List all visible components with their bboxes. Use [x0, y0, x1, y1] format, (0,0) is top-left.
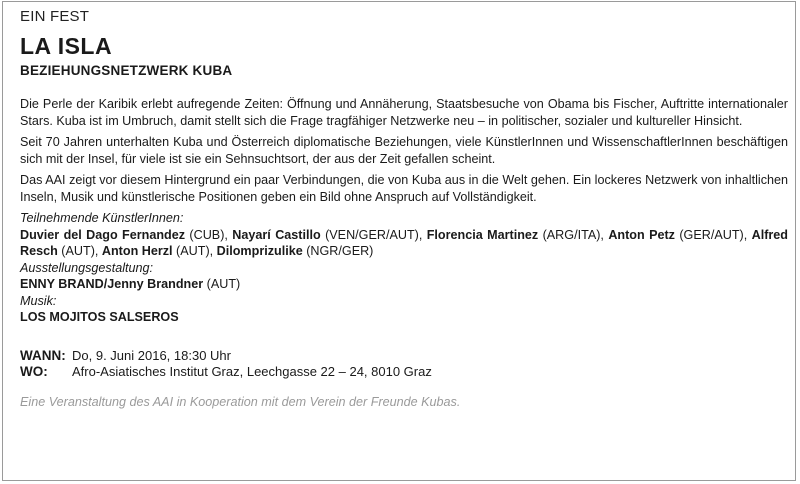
- when-label: WANN:: [20, 347, 66, 363]
- participant-origin: (GER/AUT),: [674, 227, 752, 242]
- participant-name: Anton Herzl: [101, 244, 173, 258]
- history-paragraph: Seit 70 Jahren unterhalten Kuba und Österreich diplomatische Beziehungen, viele KünstlerInnen und WissenschaftlerInnen beschäftigen sich mit der Insel, für viele ist sie ein Sehnsuchtsort, der aus der Zeit gefallen scheint.: [20, 135, 788, 166]
- page-title: LA ISLA: [20, 33, 113, 59]
- where-value: Afro-Asiatisches Institut Graz, Leechgasse 22 – 24, 8010 Graz: [72, 364, 432, 379]
- where-label: WO:: [20, 364, 48, 379]
- event-where-row: [20, 364, 788, 381]
- participant-name: Florencia Martinez: [426, 227, 539, 242]
- participant-name: Alfred Resch: [20, 227, 788, 258]
- participant-origin: (CUB),: [185, 227, 233, 242]
- music-credit: [20, 309, 788, 326]
- music-label: Musik:: [20, 293, 57, 308]
- kicker: EIN FEST: [20, 8, 90, 25]
- designer-origin: (AUT): [203, 277, 241, 291]
- event-when-row: [20, 348, 788, 365]
- music-band-name: LOS MOJITOS SALSEROS: [20, 310, 179, 324]
- document-frame: [2, 1, 796, 481]
- participants-label: Teilnehmende KünstlerInnen:: [20, 211, 184, 225]
- design-credit: [20, 276, 788, 293]
- intro-paragraph: Die Perle der Karibik erlebt aufregende Zeiten: Öffnung und Annäherung, Staatsbesuche von Obama bis Fischer, Auftritte internationaler Stars. Kuba ist im Umbruch, damit stellt sich die Frage tragfähiger Netzwerke neu – in politischer, sozialer und kultureller Hinsicht.: [20, 97, 788, 128]
- participant-origin: (VEN/GER/AUT),: [320, 227, 427, 242]
- when-value: Do, 9. Juni 2016, 18:30 Uhr: [72, 347, 231, 363]
- participant-origin: (NGR/GER): [302, 244, 374, 258]
- network-paragraph: Das AAI zeigt vor diesem Hintergrund ein paar Verbindungen, die von Kuba aus in die Welt gehen. Ein lockeres Netzwerk von inhaltlichen Inseln, Musik und künstlerische Positionen geben ein Bild ohne Anspruch auf Vollständigkeit.: [20, 173, 788, 204]
- event-details: [20, 348, 788, 381]
- participant-origin: (AUT),: [172, 244, 217, 258]
- participant-name: Duvier del Dago Fernandez: [20, 227, 186, 242]
- document-content: [20, 8, 788, 422]
- participants-list: [20, 227, 788, 260]
- page-subtitle: BEZIEHUNGSNETZWERK KUBA: [20, 63, 233, 78]
- participant-name: Dilomprizulike: [216, 244, 303, 258]
- participant-origin: (AUT),: [57, 244, 102, 258]
- designer-name: ENNY BRAND/Jenny Brandner: [20, 277, 204, 291]
- participant-name: Nayarí Castillo: [232, 227, 321, 242]
- design-label: Ausstellungsgestaltung:: [20, 260, 154, 275]
- participant-name: Anton Petz: [608, 227, 675, 242]
- participant-origin: (ARG/ITA),: [538, 227, 609, 242]
- footer-note: Eine Veranstaltung des AAI in Kooperation mit dem Verein der Freunde Kubas.: [20, 394, 461, 409]
